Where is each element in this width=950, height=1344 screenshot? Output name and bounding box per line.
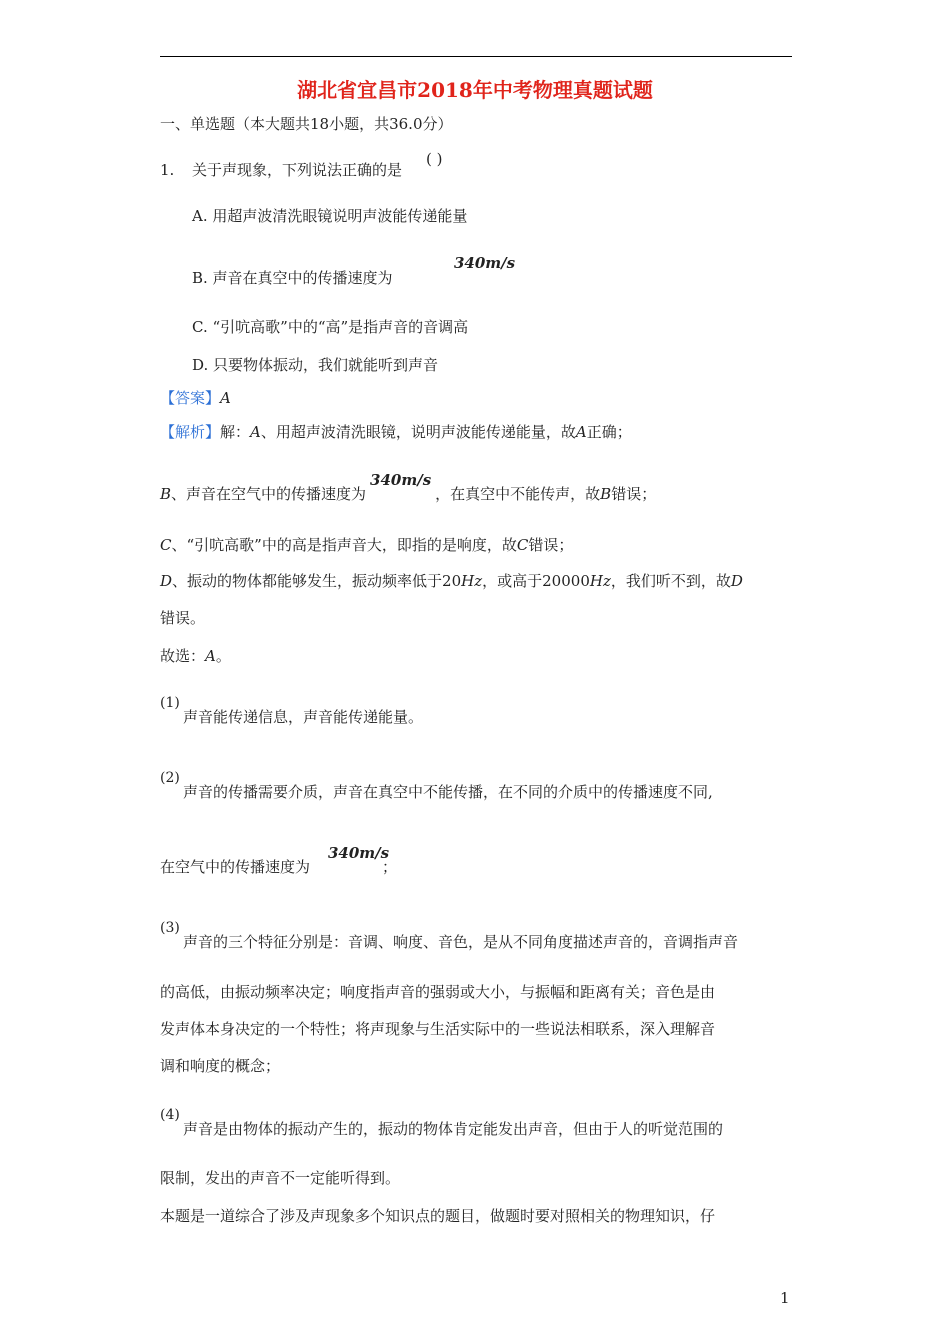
option-b: B. 声音在真空中的传播速度为 [192, 269, 393, 287]
analysis-line-d [160, 571, 743, 591]
analysis-text: 正确； [586, 423, 632, 441]
point-2-number: (2) [160, 770, 180, 786]
point-2-tail: ； [382, 858, 398, 876]
point-3-line-1: 声音的三个特征分别是：音调、响度、音色，是从不同角度描述声音的，音调指声音 [183, 933, 739, 951]
analysis-var: A [575, 423, 587, 441]
analysis-text: 错误； [528, 536, 574, 554]
analysis-line-c [160, 535, 573, 555]
analysis-var: A [205, 647, 216, 665]
analysis-num: 20 [442, 572, 462, 590]
analysis-text: 、声音在空气中的传播速度为 [171, 485, 367, 503]
answer-value: A [220, 389, 231, 407]
analysis-text: ，在真空中不能传声，故 [435, 485, 601, 503]
analysis-var: D [730, 572, 743, 590]
analysis-var: B [160, 485, 172, 503]
question-stem: 关于声现象，下列说法正确的是 [192, 161, 403, 179]
option-b-math: 340m/s [454, 254, 516, 272]
analysis-var: C [516, 536, 529, 554]
point-3-line-2: 的高低，由振动频率决定；响度指声音的强弱或大小，与振幅和距离有关；音色是由 [160, 983, 716, 1001]
analysis-unit: Hz [461, 572, 483, 590]
option-d: D. 只要物体振动，我们就能听到声音 [192, 356, 439, 374]
page-title: 湖北省宜昌市2018年中考物理真题试题 [297, 78, 653, 102]
point-2-line-2: 在空气中的传播速度为 [160, 858, 311, 876]
point-1-line-1: 声音能传递信息，声音能传递能量。 [183, 708, 424, 726]
answer-bracket: ( ) [426, 150, 443, 168]
analysis-tag: 【解析】 [160, 423, 221, 441]
analysis-text: 故选： [160, 647, 206, 665]
analysis-choose [160, 646, 231, 666]
analysis-text: 解： [220, 423, 251, 441]
analysis-text: 、用超声波清洗眼镜，说明声波能传递能量，故 [260, 423, 576, 441]
point-2-line-1: 声音的传播需要介质，声音在真空中不能传播，在不同的介质中的传播速度不同, [183, 783, 713, 801]
analysis-text: ，我们听不到，故 [610, 572, 731, 590]
option-c: C. “引吭高歌”中的“高”是指声音的音调高 [192, 318, 469, 336]
analysis-line-1 [160, 422, 632, 442]
analysis-unit: Hz [589, 572, 611, 590]
point-4-line-2: 限制，发出的声音不一定能听得到。 [160, 1169, 401, 1187]
analysis-math: 340m/s [370, 471, 432, 489]
analysis-var: A [250, 423, 261, 441]
point-1-number: (1) [160, 695, 180, 711]
section-heading: 一、单选题（本大题共18小题，共36.0分） [160, 115, 453, 133]
point-3-line-3: 发声体本身决定的一个特性；将声现象与生活实际中的一些说法相联系，深入理解音 [160, 1020, 716, 1038]
point-3-line-4: 调和响度的概念； [160, 1057, 281, 1075]
analysis-text: 、振动的物体都能够发生，振动频率低于 [172, 572, 443, 590]
answer-tag: 【答案】 [160, 389, 221, 407]
analysis-var: C [160, 536, 172, 554]
analysis-num: 20000 [542, 572, 590, 590]
analysis-text: 错误； [611, 485, 657, 503]
option-a: A. 用超声波清洗眼镜说明声波能传递能量 [192, 207, 468, 225]
header-rule [160, 56, 792, 57]
point-3-number: (3) [160, 920, 180, 936]
page-number: 1 [780, 1289, 790, 1307]
question-number: 1. [160, 161, 175, 179]
analysis-line-d-cont: 错误。 [160, 609, 206, 627]
point-4-number: (4) [160, 1107, 180, 1123]
analysis-line-b [160, 471, 657, 504]
point-2-math: 340m/s [328, 844, 390, 862]
analysis-text: 。 [215, 647, 231, 665]
answer-line [160, 388, 231, 408]
analysis-text: ，或高于 [482, 572, 543, 590]
analysis-var: D [160, 572, 173, 590]
analysis-text: 、“引吭高歌”中的高是指声音大，即指的是响度，故 [171, 536, 517, 554]
closing-paragraph: 本题是一道综合了涉及声现象多个知识点的题目，做题时要对照相关的物理知识，仔 [160, 1207, 716, 1225]
point-4-line-1: 声音是由物体的振动产生的，振动的物体肯定能发出声音，但由于人的听觉范围的 [183, 1120, 724, 1138]
analysis-var: B [600, 485, 612, 503]
